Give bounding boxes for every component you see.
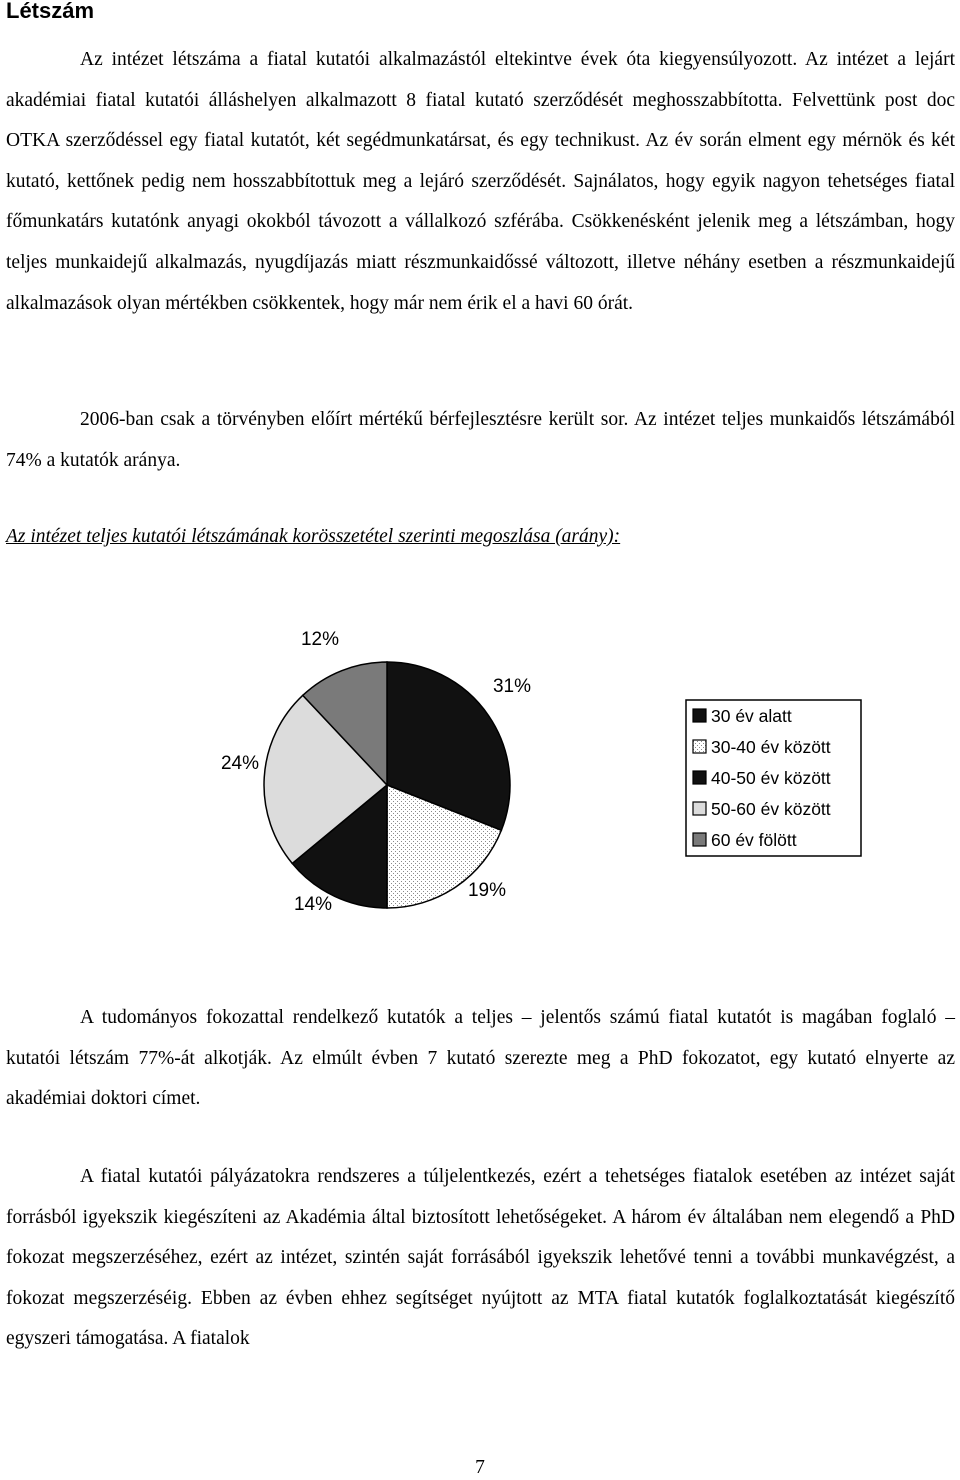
legend-label: 50-60 év között <box>711 799 831 819</box>
pie-data-label: 31% <box>492 676 532 697</box>
legend-label: 30 év alatt <box>711 706 792 726</box>
chart-caption: Az intézet teljes kutatói létszámának korösszetétel szerinti megoszlása (arány): <box>6 526 621 547</box>
pie-data-label: 14% <box>293 894 333 915</box>
pie-data-label: 24% <box>220 753 260 774</box>
legend-swatch <box>693 709 706 722</box>
paragraph-young-researchers: A fiatal kutatói pályázatokra rendszeres a túljelentkezés, ezért a tehetséges fiatalok esetében az intézet saját forrásból igyekszik kiegészíteni az Akadémia által biztosított lehetőségeket. A három év általában nem elegendő a PhD fokozat megszerzéséhez, ezért az intézet, szintén saját forrásából igyekszik lehetővé tenni a további munkavégzést, a fokozat megszerzéséig. Ebben az évben ehhez segítséget nyújtott az MTA fiatal kutatók foglalkoztatását kiegészítő egyszeri támogatása. A fiatalok <box>6 1166 955 1350</box>
pie-data-label: 19% <box>467 880 507 901</box>
legend-swatch <box>693 771 706 784</box>
legend-label: 60 év fölött <box>711 830 797 850</box>
paragraph-headcount: Az intézet létszáma a fiatal kutatói alkalmazástól eltekintve évek óta kiegyensúlyozott. Az intézet a lejárt akadémiai fiatal kutatói álláshelyen alkalmazott 8 fiatal kutató szerződését meghosszabbította. Felvettünk post doc OTKA szerződéssel egy fiatal kutatót, két segédmunkatársat, és egy technikust. Az év során elment egy mérnök és két kutató, kettőnek pedig nem hosszabbítottuk meg a lejáró szerződését. Sajnálatos, hogy egyik nagyon tehetséges fiatal főmunkatárs kutatónk anyagi okokból távozott a vállalkozó szférába. Csökkenésként jelenik meg a létszámban, hogy teljes munkaidejű alkalmazás, nyugdíjazás miatt részmunkaidőssé változott, illetve néhány esetben a részmunkaidejű alkalmazások olyan mértékben csökkentek, hogy már nem érik el a havi 60 órát. <box>6 49 955 314</box>
section-heading: Létszám <box>6 0 95 23</box>
pie-data-label: 12% <box>300 629 340 650</box>
paragraph-degrees: A tudományos fokozattal rendelkező kutatók a teljes – jelentős számú fiatal kutatót is magában foglaló – kutatói létszám 77%-át alkotják. Az elmúlt évben 7 kutató szerezte meg a PhD fokozatot, egy kutató elnyerte az akadémiai doktori címet. <box>6 1007 955 1110</box>
legend-label: 30-40 év között <box>711 737 831 757</box>
legend-swatch <box>693 833 706 846</box>
legend-label: 40-50 év között <box>711 768 831 788</box>
page-number: 7 <box>475 1457 485 1478</box>
paragraph-salary: 2006-ban csak a törvényben előírt mértékű bérfejlesztésre került sor. Az intézet teljes munkaidős létszámából 74% a kutatók aránya. <box>6 409 955 471</box>
legend-swatch <box>693 802 706 815</box>
legend-swatch <box>693 740 706 753</box>
